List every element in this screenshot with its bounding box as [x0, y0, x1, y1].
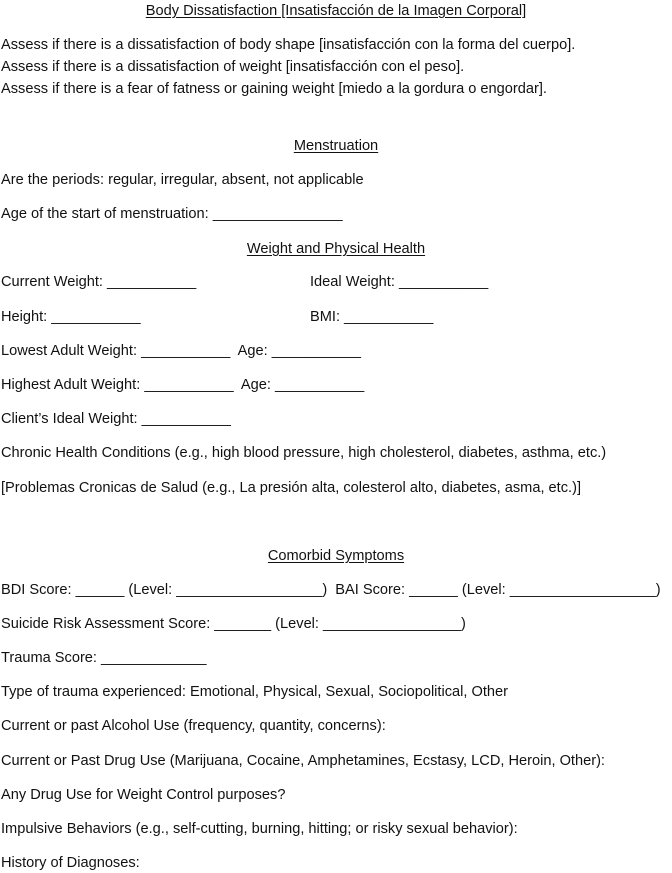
highest-adult-weight-field: Highest Adult Weight: ___________ Age: ___________ — [1, 377, 365, 393]
assess-weight: Assess if there is a dissatisfaction of weight [insatisfacción con el peso]. — [1, 59, 465, 75]
bmi-field: BMI: ___________ — [310, 309, 434, 325]
chronic-conditions-en: Chronic Health Conditions (e.g., high blood pressure, high cholesterol, diabetes, asthma, etc.) — [1, 445, 607, 461]
ideal-weight-field: Ideal Weight: ___________ — [310, 274, 489, 290]
current-weight-field: Current Weight: ___________ — [1, 274, 197, 290]
assess-body-shape: Assess if there is a dissatisfaction of body shape [insatisfacción con la forma del cuerpo]. — [1, 37, 576, 53]
periods-question: Are the periods: regular, irregular, absent, not applicable — [1, 172, 364, 188]
menstruation-age-field: Age of the start of menstruation: ________________ — [1, 206, 343, 222]
bdi-bai-scores: BDI Score: ______ (Level: __________________) BAI Score: ______ (Level: __________________) — [1, 582, 661, 598]
assess-fear-fatness: Assess if there is a fear of fatness or gaining weight [miedo a la gordura o engordar]. — [1, 81, 547, 97]
lowest-adult-weight-field: Lowest Adult Weight: ___________ Age: ___________ — [1, 343, 362, 359]
chronic-conditions-es: [Problemas Cronicas de Salud (e.g., La presión alta, colesterol alto, diabetes, asma, etc.)] — [1, 480, 581, 496]
history-of-diagnoses: History of Diagnoses: — [1, 855, 140, 871]
trauma-type: Type of trauma experienced: Emotional, Physical, Sexual, Sociopolitical, Other — [1, 684, 508, 700]
weight-control-drugs: Any Drug Use for Weight Control purposes? — [1, 787, 286, 803]
suicide-risk-score: Suicide Risk Assessment Score: _______ (Level: _________________) — [1, 616, 466, 632]
impulsive-behaviors: Impulsive Behaviors (e.g., self-cutting, burning, hitting; or risky sexual behavior): — [1, 821, 518, 837]
weight-health-heading: Weight and Physical Health — [246, 241, 426, 257]
comorbid-heading: Comorbid Symptoms — [267, 548, 405, 564]
body-dissatisfaction-heading: Body Dissatisfaction [Insatisfacción de la Imagen Corporal] — [145, 3, 527, 19]
trauma-score: Trauma Score: _____________ — [1, 650, 207, 666]
drug-use: Current or Past Drug Use (Marijuana, Cocaine, Amphetamines, Ecstasy, LCD, Heroin, Other): — [1, 753, 605, 769]
menstruation-heading: Menstruation — [293, 138, 379, 154]
alcohol-use: Current or past Alcohol Use (frequency, quantity, concerns): — [1, 718, 386, 734]
height-field: Height: ___________ — [1, 309, 141, 325]
client-ideal-weight-field: Client’s Ideal Weight: ___________ — [1, 411, 231, 427]
